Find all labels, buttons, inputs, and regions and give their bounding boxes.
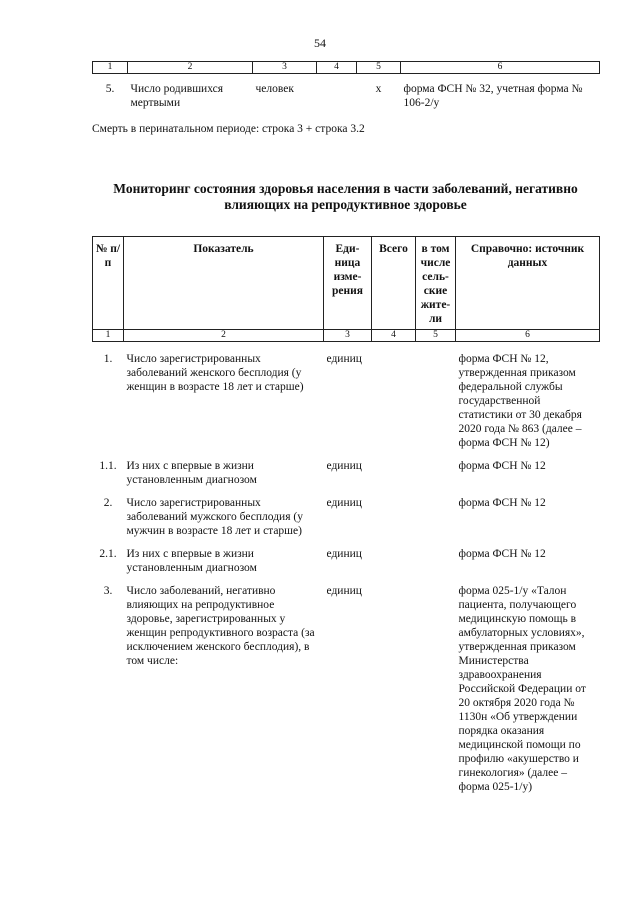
table-row <box>93 74 600 111</box>
col-number: 2 <box>128 62 253 74</box>
row-indicator: Из них с впервые в жизни установленным диагнозом <box>126 460 257 486</box>
header-num: № п/п <box>93 237 124 330</box>
col-number: 6 <box>456 330 600 342</box>
row-rural <box>416 487 456 538</box>
row-rural <box>416 575 456 794</box>
col-number: 2 <box>124 330 324 342</box>
table-header-row <box>93 237 600 330</box>
header-rural: в том числе сель-ские жите-ли <box>416 237 456 330</box>
header-total: Всего <box>372 237 416 330</box>
row-rural <box>416 538 456 575</box>
header-unit: Еди-ница изме-рения <box>324 237 372 330</box>
row-total <box>372 487 416 538</box>
col-number: 5 <box>416 330 456 342</box>
page-number: 54 <box>314 36 326 50</box>
table-row <box>93 450 600 487</box>
column-number-row <box>93 330 600 342</box>
table-row <box>93 575 600 794</box>
row-source: форма ФСН № 32, учетная форма № 106-2/у <box>403 83 583 109</box>
row-source: форма ФСН № 12 <box>458 460 546 472</box>
row-total <box>372 575 416 794</box>
row-number: 3. <box>103 585 113 597</box>
perinatal-note: Смерть в перинатальном периоде: строка 3 + строка 3.2 <box>92 123 365 135</box>
monitoring-table <box>92 236 600 794</box>
row-unit: единиц <box>326 548 362 560</box>
row-total <box>372 450 416 487</box>
column-number-row <box>93 62 600 74</box>
table-row <box>93 342 600 451</box>
row-unit: единиц <box>326 497 362 509</box>
table-row <box>93 538 600 575</box>
header-indicator: Показатель <box>124 237 324 330</box>
row-number: 2.1. <box>99 548 117 560</box>
section-title: Мониторинг состояния здоровья населения в части заболеваний, негативно влияющих на репродуктивное здоровье <box>113 181 578 212</box>
row-number: 1.1. <box>99 460 117 472</box>
row-rural <box>416 450 456 487</box>
row-unit: человек <box>255 83 294 95</box>
col-number: 4 <box>372 330 416 342</box>
row-source: форма 025-1/у «Талон пациента, получающего медицинскую помощь в амбулаторных условиях», утвержденная приказом Министерства здравоохранения Российской Федерации от 20 октября 2020 года № 1130н «Об утверждении порядка оказания медицинской помощи по профилю «акушерство и гинекология» (далее – форма 025-1/у) <box>458 585 586 793</box>
row-total <box>372 538 416 575</box>
header-source: Справочно: источник данных <box>456 237 600 330</box>
col-number: 3 <box>324 330 372 342</box>
row-rural: x <box>375 83 382 95</box>
row-indicator: Из них с впервые в жизни установленным диагнозом <box>126 548 257 574</box>
row-number: 5. <box>105 83 115 95</box>
continuation-table <box>92 61 600 110</box>
col-number: 6 <box>401 62 600 74</box>
row-source: форма ФСН № 12, утвержденная приказом федеральной службы государственной статистики от 30 декабря 2020 года № 863 (далее – форма ФСН № 12) <box>458 353 582 449</box>
col-number: 5 <box>357 62 401 74</box>
col-number: 3 <box>253 62 317 74</box>
row-unit: единиц <box>326 353 362 365</box>
row-indicator: Число зарегистрированных заболеваний мужского бесплодия (у мужчин в возрасте 18 лет и старше) <box>126 497 303 537</box>
row-number: 1. <box>103 353 113 365</box>
row-number: 2. <box>103 497 113 509</box>
row-indicator: Число зарегистрированных заболеваний женского бесплодия (у женщин в возрасте 18 лет и старше) <box>126 353 304 393</box>
row-rural <box>416 342 456 451</box>
row-unit: единиц <box>326 460 362 472</box>
table-row <box>93 487 600 538</box>
row-total <box>372 342 416 451</box>
row-indicator: Число заболеваний, негативно влияющих на репродуктивное здоровье, зарегистрированных у женщин репродуктивного возраста (за исключением женского бесплодия), в том числе: <box>126 585 315 667</box>
row-source: форма ФСН № 12 <box>458 548 546 560</box>
row-indicator: Число родившихся мертвыми <box>130 83 224 109</box>
col-number: 4 <box>317 62 357 74</box>
col-number: 1 <box>93 62 128 74</box>
row-total <box>317 74 357 111</box>
row-unit: единиц <box>326 585 362 597</box>
row-source: форма ФСН № 12 <box>458 497 546 509</box>
col-number: 1 <box>93 330 124 342</box>
